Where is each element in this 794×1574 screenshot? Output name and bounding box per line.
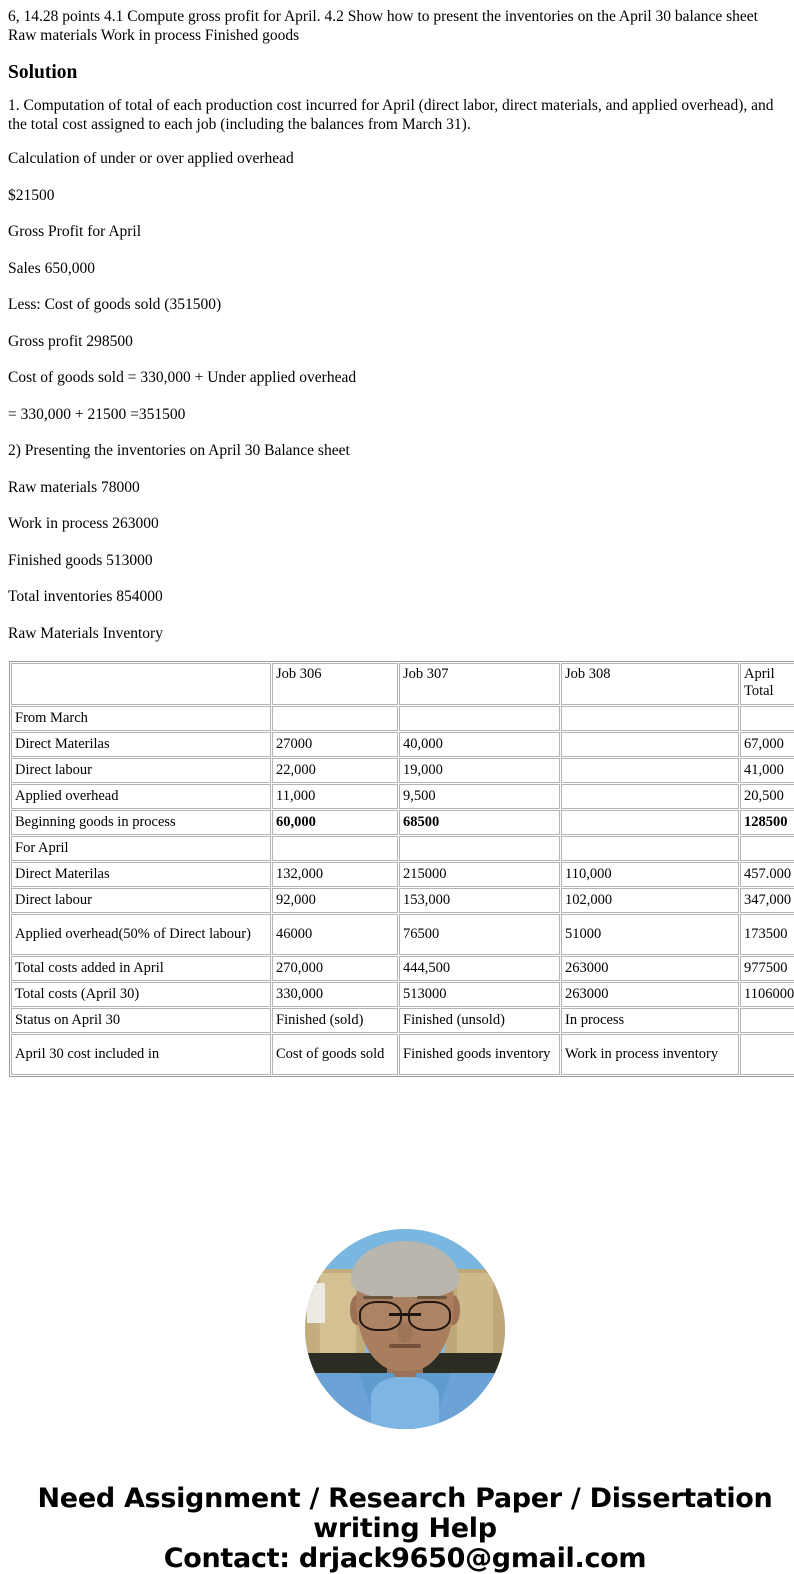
- paragraph-computation: 1. Computation of total of each production cost incurred for April (direct labor, direct materials, and applied overhead), and the total cost assigned to each job (including the balances from March 31).: [8, 97, 774, 133]
- cell-april-total: 41,000: [740, 758, 794, 783]
- cell-job-307: [399, 836, 560, 861]
- avatar-lens-right: [408, 1301, 451, 1331]
- avatar: [305, 1229, 505, 1429]
- cell-job-307: 40,000: [399, 732, 560, 757]
- cell-job-308: Work in process inventory: [561, 1034, 739, 1075]
- table-row: [11, 810, 794, 835]
- table-row: [11, 914, 794, 955]
- cell-april-total: 977500: [740, 956, 794, 981]
- table-row: [11, 1008, 794, 1033]
- row-label: Applied overhead(50% of Direct labour): [11, 914, 271, 955]
- paragraph-raw-materials: Raw materials 78000: [8, 478, 140, 496]
- cell-job-308: [561, 758, 739, 783]
- cell-job-307: Finished (unsold): [399, 1008, 560, 1033]
- cell-job-308: 102,000: [561, 888, 739, 913]
- table-row: [11, 956, 794, 981]
- footer-contact: [8, 1484, 794, 1574]
- table-body: [11, 663, 794, 1075]
- cell-job-307: 68500: [399, 810, 560, 835]
- cell-job-308: [561, 836, 739, 861]
- cell-job-308: 110,000: [561, 862, 739, 887]
- table-row: [11, 982, 794, 1007]
- cell-job-306: 27000: [272, 732, 398, 757]
- cell-job-307: 215000: [399, 862, 560, 887]
- cell-job-306: 92,000: [272, 888, 398, 913]
- cell-april-total: [740, 706, 794, 731]
- cell-april-total: 173500: [740, 914, 794, 955]
- header-job-307: Job 307: [399, 663, 560, 705]
- table-row: [11, 784, 794, 809]
- cell-job-306: 330,000: [272, 982, 398, 1007]
- avatar-shirt-center: [371, 1377, 439, 1429]
- cell-job-306: 132,000: [272, 862, 398, 887]
- intro-line-1: 6, 14.28 points 4.1 Compute gross profit for April. 4.2 Show how to present the inventories on the April 30 balance sheet: [8, 8, 758, 25]
- row-label: April 30 cost included in: [11, 1034, 271, 1075]
- paragraph-raw-materials-inventory: Raw Materials Inventory: [8, 624, 163, 642]
- table-row: [11, 836, 794, 861]
- cell-job-308: 263000: [561, 982, 739, 1007]
- table-row: [11, 1034, 794, 1075]
- avatar-container: [8, 1229, 794, 1429]
- avatar-white-switch: [307, 1283, 325, 1323]
- table-row: [11, 732, 794, 757]
- cell-april-total: [740, 1034, 794, 1075]
- cell-job-307: [399, 706, 560, 731]
- paragraph-sales: Sales 650,000: [8, 259, 95, 277]
- cell-job-307: 444,500: [399, 956, 560, 981]
- cell-job-306: 270,000: [272, 956, 398, 981]
- table-row: [11, 758, 794, 783]
- cell-job-307: 19,000: [399, 758, 560, 783]
- cell-job-308: In process: [561, 1008, 739, 1033]
- intro-block: [8, 8, 786, 45]
- cell-job-308: 51000: [561, 914, 739, 955]
- row-label: Beginning goods in process: [11, 810, 271, 835]
- cell-job-306: 22,000: [272, 758, 398, 783]
- header-blank: [11, 663, 271, 705]
- cell-job-307: 9,500: [399, 784, 560, 809]
- cell-job-306: [272, 836, 398, 861]
- paragraph-work-in-process: Work in process 263000: [8, 515, 159, 532]
- footer-line-2: writing Help: [313, 1513, 497, 1544]
- paragraph-cogs-formula: Cost of goods sold = 330,000 + Under applied overhead: [8, 369, 357, 386]
- table-row: [11, 706, 794, 731]
- avatar-eyebrow-right: [417, 1296, 447, 1299]
- row-label: Direct Materilas: [11, 862, 271, 887]
- footer-line-1: Need Assignment / Research Paper / Dissertation: [37, 1483, 773, 1514]
- solution-heading: Solution: [8, 62, 78, 83]
- cell-job-306: Cost of goods sold: [272, 1034, 398, 1075]
- cell-april-total: 128500: [740, 810, 794, 835]
- header-job-306: Job 306: [272, 663, 398, 705]
- avatar-eyebrow-left: [363, 1296, 393, 1299]
- avatar-mouth: [389, 1344, 421, 1348]
- paragraph-overhead-calc: Calculation of under or over applied overhead: [8, 150, 294, 167]
- cell-job-308: [561, 732, 739, 757]
- header-job-308: Job 308: [561, 663, 739, 705]
- cell-job-306: 11,000: [272, 784, 398, 809]
- avatar-glasses-bridge: [389, 1313, 421, 1316]
- job-cost-table: [9, 661, 794, 1077]
- row-label: From March: [11, 706, 271, 731]
- cell-job-307: 513000: [399, 982, 560, 1007]
- cell-job-308: 263000: [561, 956, 739, 981]
- cell-april-total: 20,500: [740, 784, 794, 809]
- row-label: Total costs (April 30): [11, 982, 271, 1007]
- row-label: Direct labour: [11, 758, 271, 783]
- cell-job-306: 46000: [272, 914, 398, 955]
- cell-job-308: [561, 784, 739, 809]
- paragraph-overhead-amount: $21500: [8, 186, 55, 204]
- cell-job-308: [561, 810, 739, 835]
- table-header-row: [11, 663, 794, 705]
- paragraph-gross-profit-title: Gross Profit for April: [8, 223, 142, 240]
- cell-job-306: Finished (sold): [272, 1008, 398, 1033]
- avatar-wall-panel-right: [457, 1273, 493, 1361]
- row-label: Direct Materilas: [11, 732, 271, 757]
- document-page: [0, 8, 794, 1574]
- paragraph-finished-goods: Finished goods 513000: [8, 551, 153, 569]
- paragraph-total-inventories: Total inventories 854000: [8, 588, 163, 605]
- row-label: Total costs added in April: [11, 956, 271, 981]
- cell-april-total: [740, 836, 794, 861]
- cell-job-306: [272, 706, 398, 731]
- row-label: Direct labour: [11, 888, 271, 913]
- cell-job-306: 60,000: [272, 810, 398, 835]
- cell-april-total: 347,000: [740, 888, 794, 913]
- paragraph-cogs-result: = 330,000 + 21500 =351500: [8, 405, 186, 423]
- cell-job-307: Finished goods inventory: [399, 1034, 560, 1075]
- header-april-total: [740, 663, 794, 705]
- cell-april-total: 457.000: [740, 862, 794, 887]
- paragraph-balance-sheet-title: 2) Presenting the inventories on April 30 Balance sheet: [8, 442, 350, 459]
- cell-april-total: 67,000: [740, 732, 794, 757]
- row-label: Applied overhead: [11, 784, 271, 809]
- cell-job-307: 153,000: [399, 888, 560, 913]
- table-row: [11, 888, 794, 913]
- paragraph-gross-profit: Gross profit 298500: [8, 332, 133, 350]
- row-label: For April: [11, 836, 271, 861]
- table-row: [11, 862, 794, 887]
- paragraph-less-cogs: Less: Cost of goods sold (351500): [8, 296, 222, 313]
- header-april-total-line2: Total: [744, 683, 774, 699]
- intro-line-2: Raw materials Work in process Finished goods: [8, 26, 300, 44]
- cell-april-total: 1106000: [740, 982, 794, 1007]
- cell-job-307: 76500: [399, 914, 560, 955]
- footer-line-3: Contact: drjack9650@gmail.com: [163, 1543, 647, 1574]
- avatar-lens-left: [359, 1301, 402, 1331]
- cell-job-308: [561, 706, 739, 731]
- header-april-total-line1: April: [744, 666, 775, 682]
- cell-april-total: [740, 1008, 794, 1033]
- row-label: Status on April 30: [11, 1008, 271, 1033]
